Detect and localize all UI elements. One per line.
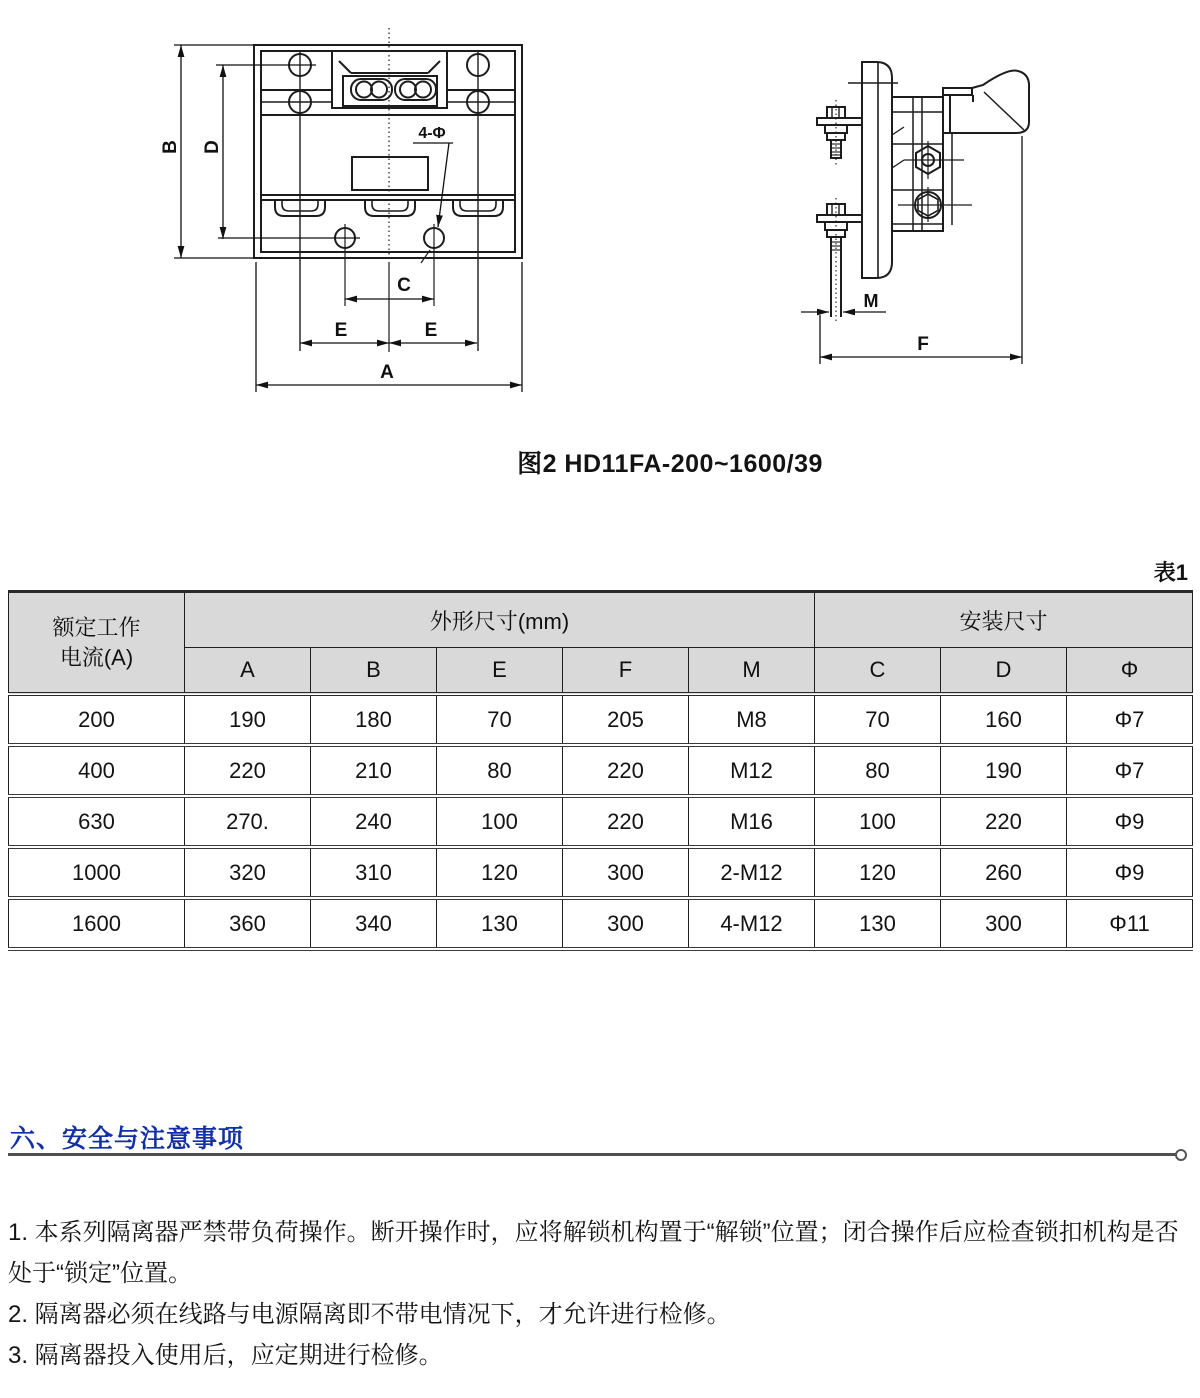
cell-phi: Φ11: [1067, 898, 1193, 949]
cell-e: 130: [437, 898, 563, 949]
cell-m: M16: [689, 796, 815, 847]
cell-b: 310: [311, 847, 437, 898]
col-header-d: D: [941, 648, 1067, 695]
cell-c: 80: [815, 745, 941, 796]
cell-current: 200: [9, 694, 185, 745]
dim-label-e-left: E: [334, 320, 348, 341]
cell-c: 100: [815, 796, 941, 847]
note-item-3: 3. 隔离器投入使用后，应定期进行检修。: [8, 1342, 443, 1369]
col-header-b: B: [311, 648, 437, 695]
cell-a: 320: [185, 847, 311, 898]
dim-label-c: C: [397, 275, 411, 296]
cell-d: 190: [941, 745, 1067, 796]
figure-caption: 图2 HD11FA-200~1600/39: [517, 450, 823, 478]
cell-current: 1600: [9, 898, 185, 949]
cell-b: 210: [311, 745, 437, 796]
dim-label-d: D: [202, 140, 223, 154]
cell-b: 240: [311, 796, 437, 847]
cell-phi: Φ9: [1067, 796, 1193, 847]
table-row: [9, 898, 1193, 949]
corner-header-line1: 额定工作: [52, 614, 141, 640]
group-header-outline-dims: 外形尺寸(mm): [185, 592, 815, 648]
cell-f: 300: [563, 898, 689, 949]
cell-b: 340: [311, 898, 437, 949]
cell-phi: Φ7: [1067, 745, 1193, 796]
dim-label-a: A: [380, 362, 394, 383]
table-row: [9, 847, 1193, 898]
cell-e: 120: [437, 847, 563, 898]
cell-f: 220: [563, 796, 689, 847]
cell-m: M8: [689, 694, 815, 745]
front-view-dimensions: [174, 45, 522, 392]
heading-rule: [8, 1153, 1178, 1156]
col-header-e: E: [437, 648, 563, 695]
cell-m: 4-M12: [689, 898, 815, 949]
side-view-drawing: [817, 62, 1029, 322]
cell-b: 180: [311, 694, 437, 745]
col-header-c: C: [815, 648, 941, 695]
cell-f: 220: [563, 745, 689, 796]
cell-d: 260: [941, 847, 1067, 898]
table-tag: 表1: [1153, 560, 1188, 585]
front-view-labels: [160, 125, 446, 383]
front-view-drawing: [254, 28, 522, 352]
table-row: [9, 745, 1193, 796]
group-header-mounting-dims: 安装尺寸: [815, 592, 1193, 648]
cell-phi: Φ7: [1067, 694, 1193, 745]
cell-d: 220: [941, 796, 1067, 847]
cell-m: M12: [689, 745, 815, 796]
dim-label-e-right: E: [424, 320, 438, 341]
cell-e: 100: [437, 796, 563, 847]
cell-a: 360: [185, 898, 311, 949]
cell-c: 70: [815, 694, 941, 745]
col-header-phi: Φ: [1067, 648, 1193, 695]
cell-current: 630: [9, 796, 185, 847]
cell-e: 80: [437, 745, 563, 796]
rule-end-circle-icon: [1175, 1149, 1187, 1161]
dimension-table: [8, 590, 1193, 951]
dim-label-m: M: [863, 291, 879, 311]
cell-m: 2-M12: [689, 847, 815, 898]
note-item-1: 1. 本系列隔离器严禁带负荷操作。断开操作时，应将解锁机构置于“解锁”位置；闭合操作后应检查锁扣机构是否处于“锁定”位置。: [8, 1219, 1179, 1287]
cell-d: 160: [941, 694, 1067, 745]
cell-e: 70: [437, 694, 563, 745]
cell-f: 205: [563, 694, 689, 745]
cell-c: 120: [815, 847, 941, 898]
section-heading: 六、安全与注意事项: [10, 1125, 245, 1153]
dim-label-holes: 4-Φ: [418, 125, 446, 142]
cell-phi: Φ9: [1067, 847, 1193, 898]
cell-current: 1000: [9, 847, 185, 898]
cell-f: 300: [563, 847, 689, 898]
col-header-f: F: [563, 648, 689, 695]
cell-current: 400: [9, 745, 185, 796]
cell-a: 270.: [185, 796, 311, 847]
dimension-drawing-svg: [0, 0, 1200, 440]
cell-a: 190: [185, 694, 311, 745]
cell-c: 130: [815, 898, 941, 949]
col-header-a: A: [185, 648, 311, 695]
dim-label-b: B: [160, 140, 181, 154]
side-view-labels: [864, 291, 929, 355]
safety-notes: [8, 1212, 1194, 1376]
cell-d: 300: [941, 898, 1067, 949]
table-corner-header: [9, 592, 185, 695]
dim-label-f: F: [917, 334, 929, 355]
note-item-2: 2. 隔离器必须在线路与电源隔离即不带电情况下，才允许进行检修。: [8, 1301, 731, 1328]
table-row: [9, 796, 1193, 847]
corner-header-line2: 电流(A): [59, 644, 134, 670]
table-row: [9, 694, 1193, 745]
cell-a: 220: [185, 745, 311, 796]
col-header-m: M: [689, 648, 815, 695]
technical-drawings: [0, 0, 1200, 440]
